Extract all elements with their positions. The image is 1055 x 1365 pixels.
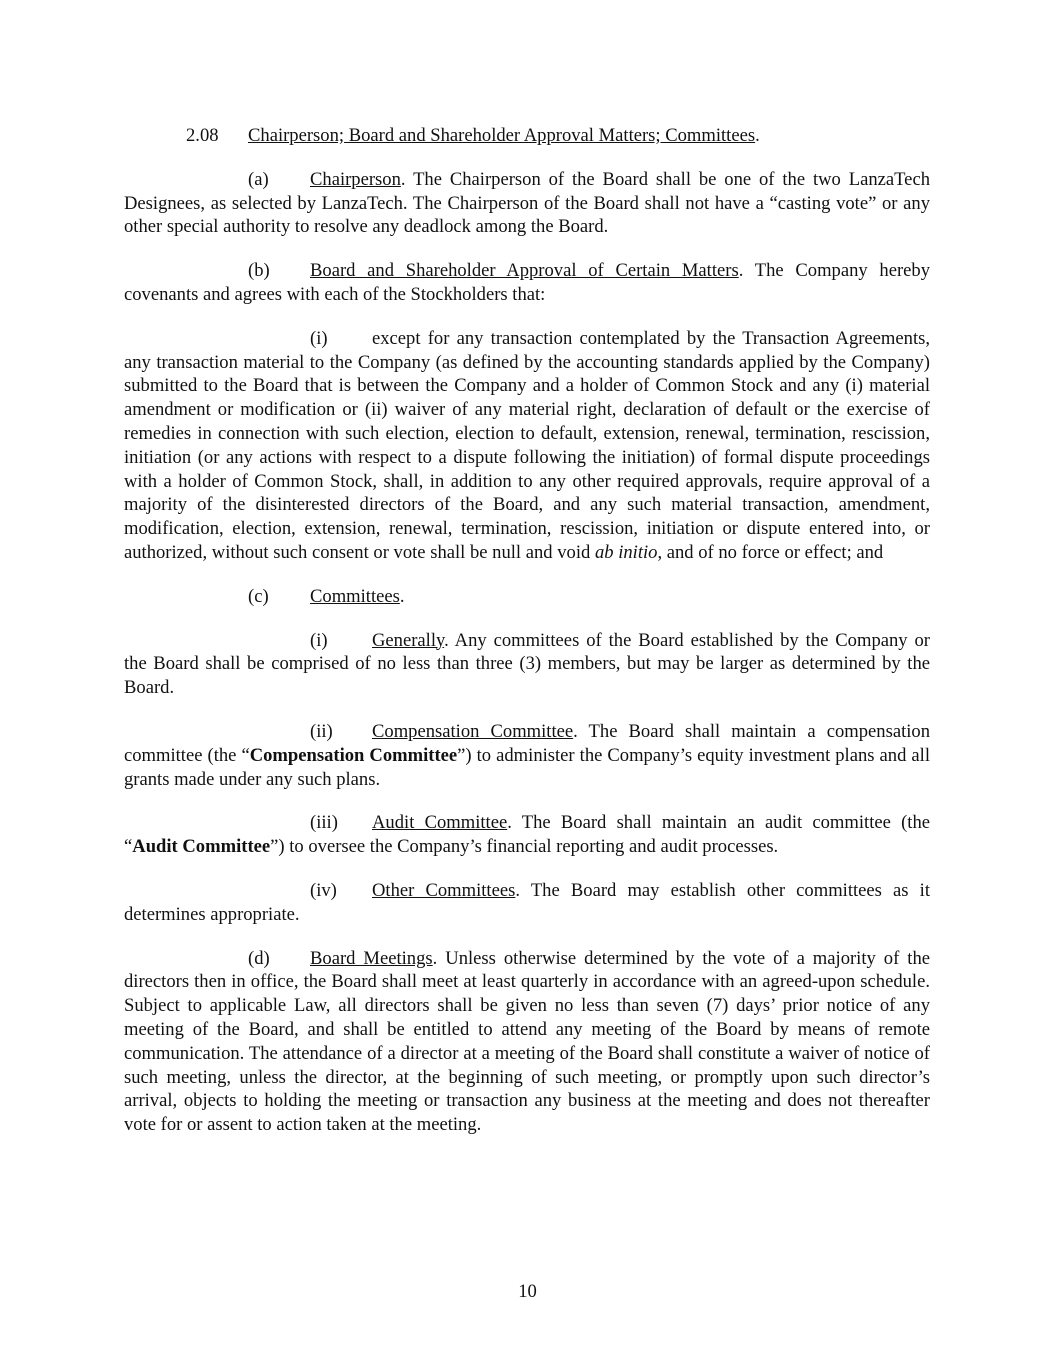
paragraph-text-end: ”) to oversee the Company’s financial reporting and audit processes.	[270, 836, 779, 858]
paragraph-heading: Generally	[372, 629, 445, 651]
paragraph-heading: Other Committees	[372, 879, 516, 901]
paragraph-c-ii-compensation-committee	[124, 720, 930, 791]
paragraph-c-iii-audit-committee	[124, 811, 930, 859]
page-number: 10	[518, 1281, 537, 1302]
paragraph-text: . The Board shall maintain a compensation committee (the “	[124, 720, 930, 766]
section-title-end: .	[755, 125, 760, 146]
paragraph-label: (i)	[310, 629, 328, 651]
paragraph-label: (b)	[248, 260, 270, 282]
paragraph-label: (i)	[310, 327, 328, 349]
paragraph-label: (ii)	[310, 720, 333, 742]
paragraph-heading: Board Meetings	[310, 947, 433, 969]
document-page	[124, 124, 930, 1157]
paragraph-heading-end: .	[399, 585, 405, 607]
paragraph-a-chairperson	[124, 168, 930, 239]
paragraph-text: . The Chairperson of the Board shall be one of the two LanzaTech Designees, as selected by LanzaTech. The Chairperson of the Board shall not have a “casting vote” or any other special authority to resolve any deadlock among the Board.	[124, 168, 930, 238]
paragraph-italic-term: ab initio	[594, 541, 658, 563]
paragraph-label: (iv)	[310, 879, 337, 901]
paragraph-heading: Compensation Committee	[372, 720, 574, 742]
paragraph-text-end: ”) to administer the Company’s equity investment plans and all grants made under any such plans.	[124, 744, 930, 790]
paragraph-b-approval-matters	[124, 259, 930, 307]
paragraph-text-end: , and of no force or effect; and	[657, 541, 884, 563]
section-title: Chairperson; Board and Shareholder Approval Matters; Committees	[248, 125, 756, 146]
paragraph-label: (d)	[248, 947, 270, 969]
defined-term: Compensation Committee	[249, 744, 458, 766]
paragraph-label: (c)	[248, 585, 269, 607]
section-heading	[124, 124, 930, 148]
paragraph-text: . The Board may establish other committees as it determines appropriate.	[124, 879, 931, 925]
paragraph-c-committees	[124, 585, 930, 609]
paragraph-label: (iii)	[310, 812, 338, 834]
paragraph-heading: Chairperson	[310, 168, 401, 190]
paragraph-heading: Committees	[310, 585, 400, 607]
paragraph-b-i	[124, 327, 930, 565]
paragraph-text: . The Company hereby covenants and agrees with each of the Stockholders that:	[124, 260, 930, 305]
paragraph-c-iv-other-committees	[124, 879, 930, 927]
paragraph-text: . Unless otherwise determined by the vote of a majority of the directors then in office, the Board shall meet at least quarterly in accordance with an agreed-upon schedule. Subject to applicable Law, all directors shall be given no less than seven (7) days’ prior notice of any meeting of the Board, and shall be entitled to attend any meeting of the Board by means of remote communication. The attendance of a director at a meeting of the Board shall constitute a waiver of notice of such meeting, unless the director, at the beginning of such meeting, or promptly upon such director’s arrival, objects to holding the meeting or transaction any business at the meeting and does not thereafter vote for or assent to action taken at the meeting.	[124, 947, 930, 1136]
paragraph-text: . The Board shall maintain an audit committee (the “	[124, 812, 930, 858]
section-number: 2.08	[186, 125, 219, 146]
paragraph-heading: Board and Shareholder Approval of Certain Matters	[310, 260, 739, 282]
paragraph-d-board-meetings	[124, 947, 930, 1137]
defined-term: Audit Committee	[132, 836, 271, 858]
paragraph-heading: Audit Committee	[372, 812, 508, 834]
paragraph-text: . Any committees of the Board established by the Company or the Board shall be comprised of no less than three (3) members, but may be larger as determined by the Board.	[124, 629, 930, 699]
paragraph-label: (a)	[248, 168, 269, 190]
paragraph-text: except for any transaction contemplated by the Transaction Agreements, any transaction material to the Company (as defined by the accounting standards applied by the Company) submitted to the Board that is between the Company and a holder of Common Stock and any (i) material amendment or modification or (ii) waiver of any material right, declaration of default or the exercise of remedies in connection with such election, election to default, extension, renewal, termination, rescission, initiation (or any actions with respect to a dispute following the initiation) of formal dispute proceedings with a holder of Common Stock, shall, in addition to any other required approvals, require approval of a majority of the disinterested directors of the Board, and any such material transaction, amendment, modification, election, extension, renewal, termination, rescission, initiation or dispute entered into, or authorized, without such consent or vote shall be null and void	[124, 327, 930, 563]
paragraph-c-i-generally	[124, 629, 930, 700]
